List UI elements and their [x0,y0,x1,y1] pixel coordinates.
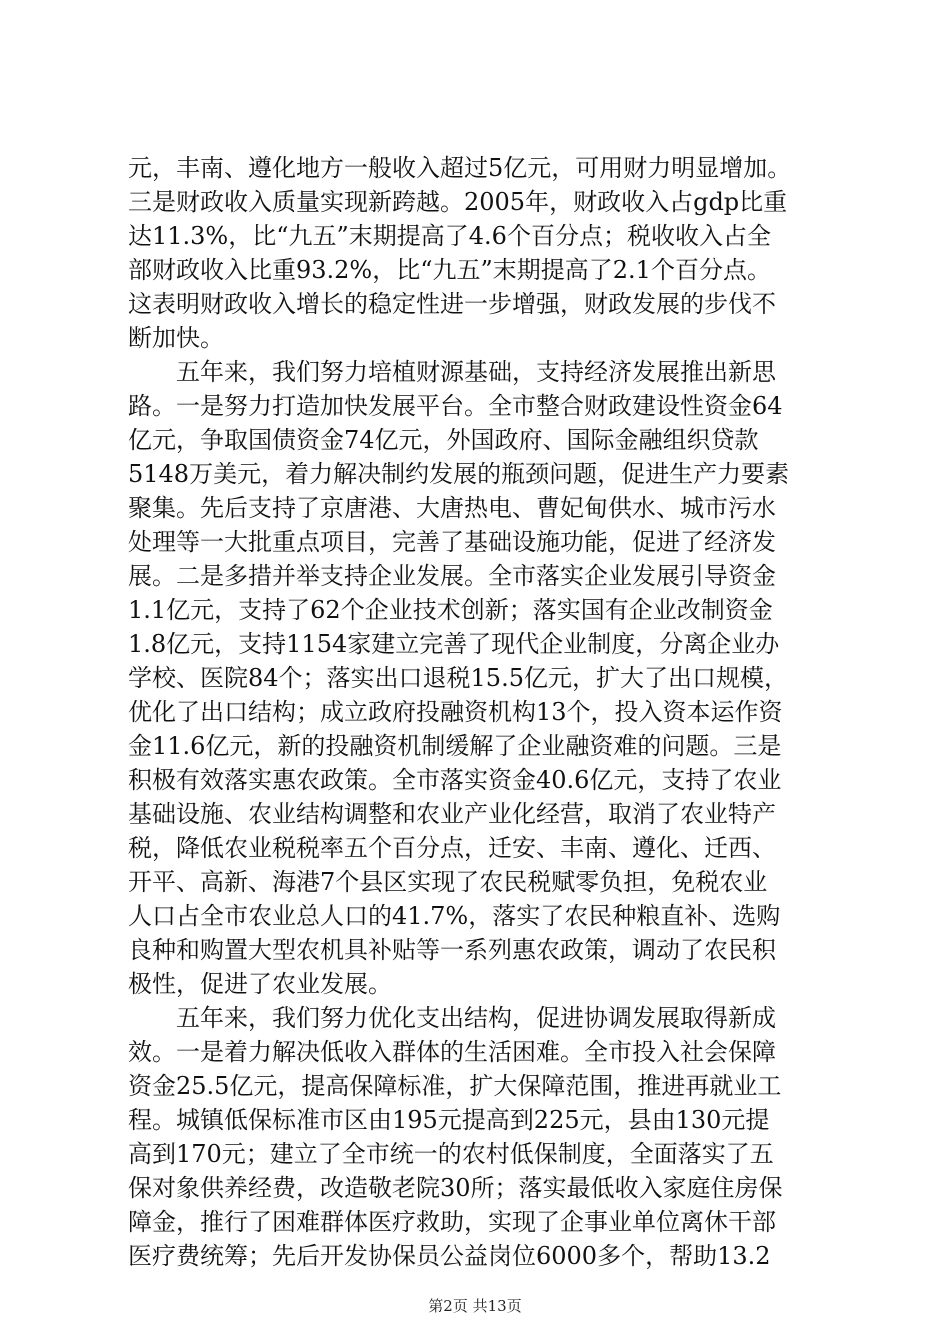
text-line: 1.8亿元，支持1154家建立完善了现代企业制度，分离企业办 [128,630,780,658]
text-line: 优化了出口结构；成立政府投融资机构13个，投入资本运作资 [128,698,783,726]
text-line: 资金25.5亿元，提高保障标准，扩大保障范围，推进再就业工 [128,1072,782,1100]
text-line: 高到170元；建立了全市统一的农村低保制度，全面落实了五 [128,1140,774,1168]
text-line: 人口占全市农业总人口的41.7%，落实了农民种粮直补、选购 [128,902,781,930]
text-line: 医疗费统筹；先后开发协保员公益岗位6000多个，帮助13.2 [128,1242,771,1270]
text-line: 障金，推行了困难群体医疗救助，实现了企事业单位离休干部 [128,1208,776,1236]
text-line: 三是财政收入质量实现新跨越。2005年，财政收入占gdp比重 [128,188,788,216]
text-line: 基础设施、农业结构调整和农业产业化经营，取消了农业特产 [128,800,776,828]
text-line: 部财政收入比重93.2%，比“九五”末期提高了2.1个百分点。 [128,256,771,284]
text-line: 五年来，我们努力培植财源基础，支持经济发展推出新思 [128,358,776,386]
text-line: 开平、高新、海港7个县区实现了农民税赋零负担，免税农业 [128,868,768,896]
text-line: 税，降低农业税税率五个百分点，迁安、丰南、遵化、迁西、 [128,834,776,862]
text-line: 良种和购置大型农机具补贴等一系列惠农政策，调动了农民积 [128,936,776,964]
text-line: 保对象供养经费，改造敬老院30所；落实最低收入家庭住房保 [128,1174,783,1202]
text-line: 1.1亿元，支持了62个企业技术创新；落实国有企业改制资金 [128,596,773,624]
text-line: 积极有效落实惠农政策。全市落实资金40.6亿元，支持了农业 [128,766,782,794]
text-line: 效。一是着力解决低收入群体的生活困难。全市投入社会保障 [128,1038,776,1066]
text-line: 亿元，争取国债资金74亿元，外国政府、国际金融组织贷款 [128,426,759,454]
text-line: 程。城镇低保标准市区由195元提高到225元，县由130元提 [128,1106,770,1134]
page-number-footer: 第2页 共13页 [428,1297,522,1315]
text-line: 处理等一大批重点项目，完善了基础设施功能，促进了经济发 [128,528,776,556]
text-line: 路。一是努力打造加快发展平台。全市整合财政建设性资金64 [128,392,783,420]
body-text [128,151,848,1273]
text-line: 金11.6亿元，新的投融资机制缓解了企业融资难的问题。三是 [128,732,782,760]
text-line: 学校、医院84个；落实出口退税15.5亿元，扩大了出口规模， [128,664,788,692]
text-line: 5148万美元，着力解决制约发展的瓶颈问题，促进生产力要素 [128,460,790,488]
text-line: 展。二是多措并举支持企业发展。全市落实企业发展引导资金 [128,562,776,590]
text-line: 这表明财政收入增长的稳定性进一步增强，财政发展的步伐不 [128,290,776,318]
text-line: 断加快。 [128,324,224,352]
text-line: 元，丰南、遵化地方一般收入超过5亿元，可用财力明显增加。 [128,154,792,182]
text-line: 达11.3%，比“九五”末期提高了4.6个百分点；税收收入占全 [128,222,771,250]
text-line: 五年来，我们努力优化支出结构，促进协调发展取得新成 [128,1004,776,1032]
text-line: 极性，促进了农业发展。 [128,970,392,998]
text-line: 聚集。先后支持了京唐港、大唐热电、曹妃甸供水、城市污水 [128,494,776,522]
